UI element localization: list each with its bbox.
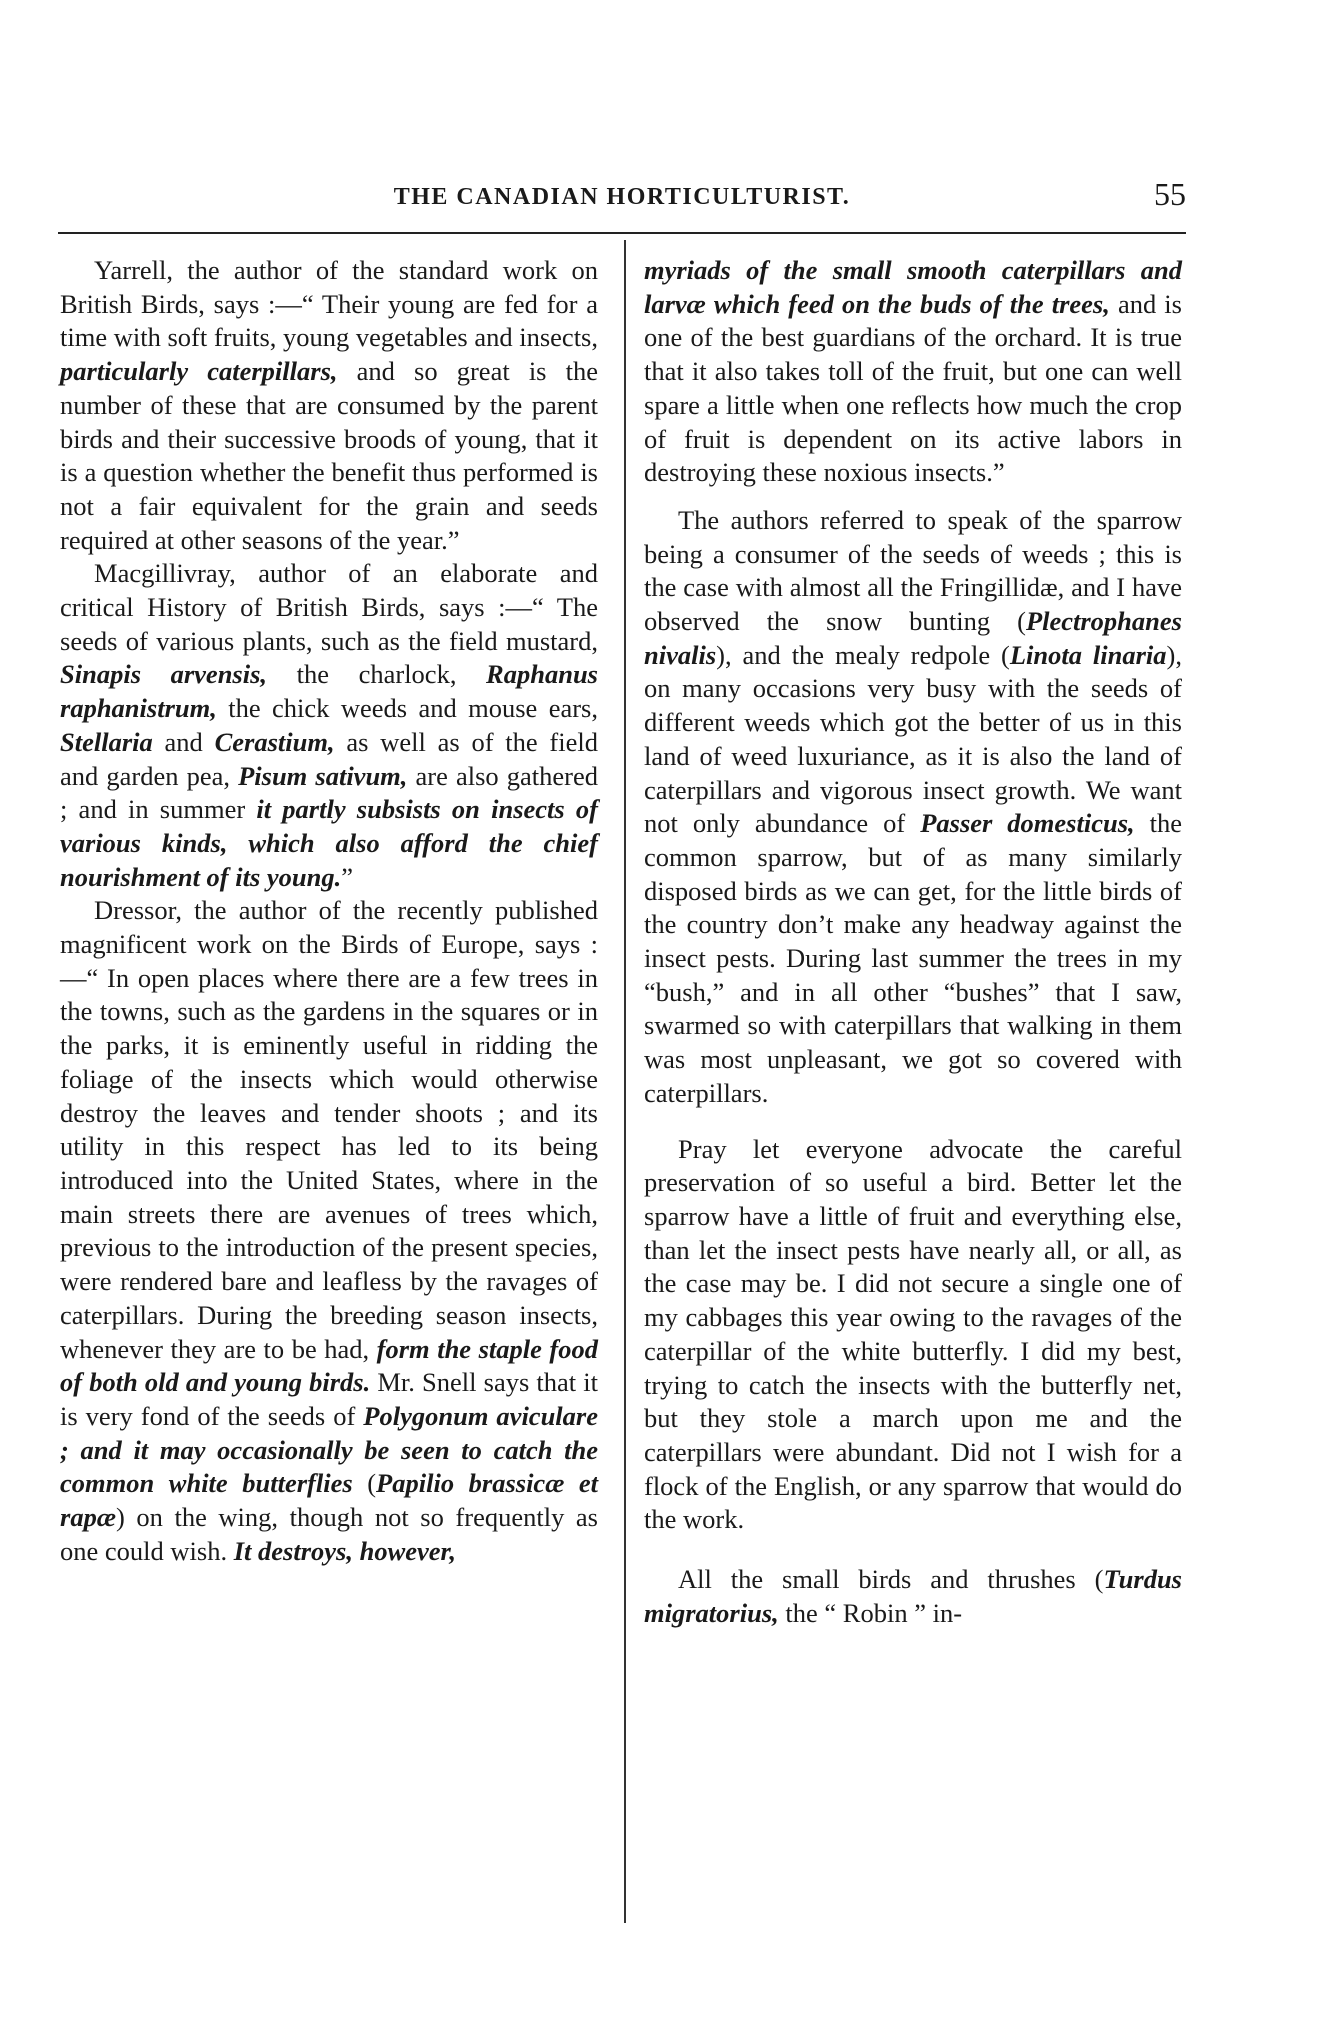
paragraph-weeds: The authors referred to speak of the sparrow being a consumer of the seeds of weeds ; this is the case with almost all the Fringillidæ, and I have observed the snow bunting (Plectrophanes nivalis), and the mealy redpole (Linota linaria), on many occasions very busy with the seeds of different weeds which got the better of us in this land of weed luxuriance, as it is also the land of caterpillars and vigorous insect growth. We want not only abundance of Passer domesticus, the common sparrow, but of as many similarly disposed birds as we can get, for the little birds of the country don’t make any headway against the insect pests. During last summer the trees in my “bush,” and in all other “bushes” that I saw, swarmed so with caterpillars that walking in them was most unpleasant, we got so covered with caterpillars. — [644, 504, 1182, 1108]
paragraph-dressor: Dressor, the author of the recently published magnificent work on the Birds of Europe, says :—“ In open places where there are a few trees in the towns, such as the gardens in the squares or in the parks, it is eminently useful in ridding the foliage of the insects which would otherwise destroy the leaves and tender shoots ; and its utility in this respect has led to its being introduced into the United States, where in the main streets there are avenues of trees which, previous to the introduction of the present species, were rendered bare and leafless by the ravages of caterpillars. During the breeding season insects, whenever they are to be had, form the staple food of both old and young birds. Mr. Snell says that it is very fond of the seeds of Polygonum aviculare ; and it may occasionally be seen to catch the common white butterflies (Papilio brassicæ et rapæ) on the wing, though not so frequently as one could wish. It destroys, however, — [60, 895, 599, 1566]
paragraph-thrushes: All the small birds and thrushes (Turdus migratorius, the “ Robin ” in- — [644, 1564, 1182, 1628]
page-number: 55 — [1154, 176, 1186, 212]
right-column — [644, 254, 1182, 1630]
paragraph-preservation: Pray let everyone advocate the careful preservation of so useful a bird. Better let the sparrow have a little of fruit and everything else, than let the insect pests have nearly all, or all, as the case may be. I did not secure a single one of my cabbages this year owing to the ravages of the caterpillar of the white butterfly. I did my best, trying to catch the insects with the butterfly net, but they stole a march upon me and the caterpillars were abundant. Did not I wish for a flock of the English, or any sparrow that would do the work. — [644, 1133, 1182, 1535]
running-header — [58, 176, 1186, 234]
journal-title: THE CANADIAN HORTICULTURIST. — [393, 184, 851, 210]
left-column — [60, 254, 598, 1568]
paragraph-yarrell: Yarrell, the author of the standard work on British Birds, says :—“ Their young are fed for a time with soft fruits, young vegetables and insects, particularly caterpillars, and so great is the number of these that are consumed by the parent birds and their successive broods of young, that it is a question whether the benefit thus performed is not a fair equivalent for the grain and seeds required at other seasons of the year.” — [60, 255, 599, 555]
column-divider — [624, 240, 626, 1923]
paragraph-macgillivray: Macgillivray, author of an elaborate and critical History of British Birds, says :—“ The seeds of various plants, such as the field mustard, Sinapis arvensis, the charlock, Raphanus raphanistrum, the chick weeds and mouse ears, Stellaria and Cerastium, as well as of the field and garden pea, Pisum sativum, are also gathered ; and in summer it partly subsists on insects of various kinds, which also afford the chief nourishment of its young.” — [60, 558, 598, 892]
paragraph-continuation: myriads of the small smooth caterpillars and larvæ which feed on the buds of the trees, and is one of the best guardians of the orchard. It is true that it also takes toll of the fruit, but one can well spare a little when one reflects how much the crop of fruit is dependent on its active labors in destroying these noxious insects.” — [644, 255, 1182, 488]
